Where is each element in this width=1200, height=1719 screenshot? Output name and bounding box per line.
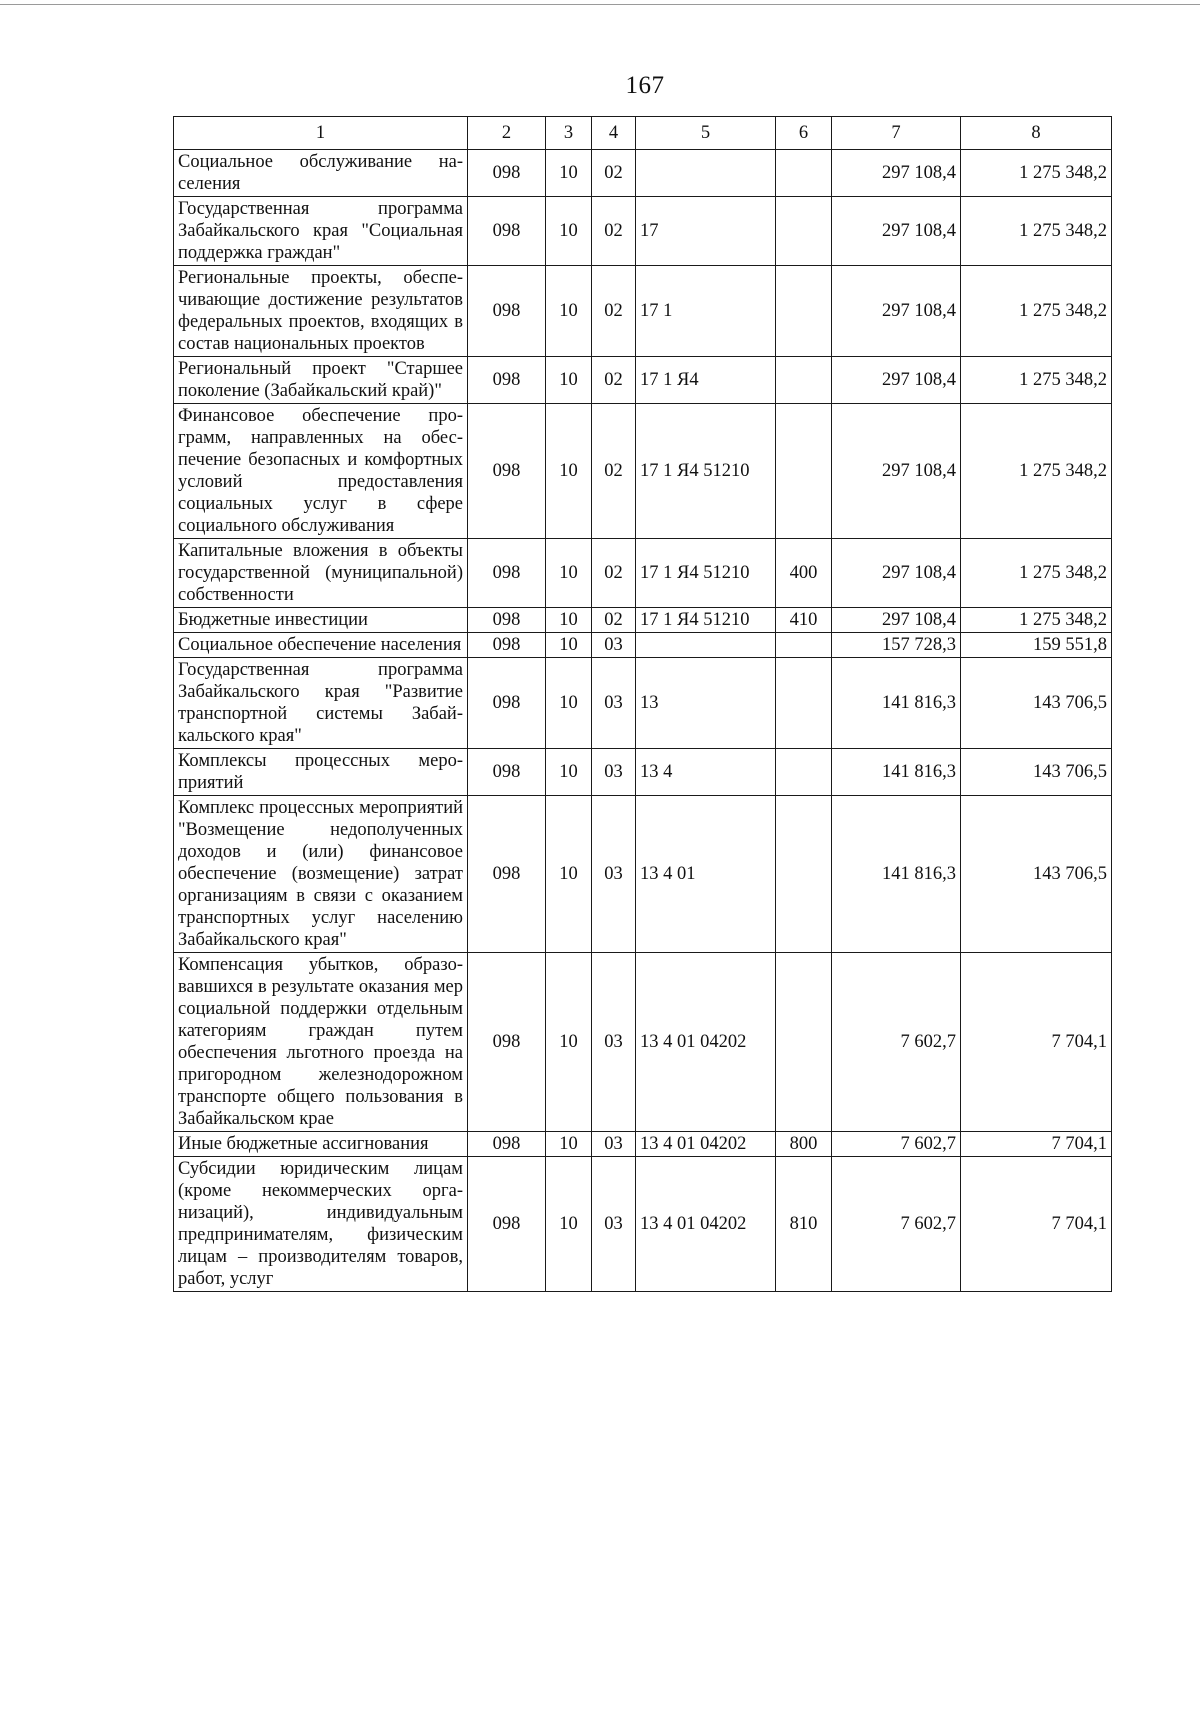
cell-amount-2: 1 275 348,2: [961, 539, 1112, 608]
cell-ministry: 098: [468, 357, 546, 404]
col-header: 3: [546, 117, 592, 150]
cell-target: 17 1 Я4: [636, 357, 776, 404]
cell-subsection: 02: [592, 357, 636, 404]
cell-ministry: 098: [468, 608, 546, 633]
cell-expense-type: [776, 796, 832, 953]
cell-subsection: 02: [592, 197, 636, 266]
cell-target: [636, 150, 776, 197]
cell-expense-type: [776, 749, 832, 796]
cell-amount-2: 7 704,1: [961, 1132, 1112, 1157]
table-row: [174, 150, 1112, 197]
cell-amount-2: 1 275 348,2: [961, 150, 1112, 197]
cell-amount-1: 141 816,3: [832, 749, 961, 796]
cell-ministry: 098: [468, 796, 546, 953]
cell-subsection: 02: [592, 266, 636, 357]
row-name: Капитальные вложения в объекты государственной (муниципальной) собственности: [174, 539, 468, 608]
cell-section: 10: [546, 266, 592, 357]
cell-subsection: 03: [592, 633, 636, 658]
row-name: Региональные проекты, обеспечивающие достижение результатов федеральных проектов, входящих в состав национальных проектов: [174, 266, 468, 357]
cell-amount-2: 159 551,8: [961, 633, 1112, 658]
cell-expense-type: [776, 633, 832, 658]
cell-section: 10: [546, 796, 592, 953]
cell-amount-1: 297 108,4: [832, 150, 961, 197]
table-row: [174, 1157, 1112, 1292]
header-row: [174, 117, 1112, 150]
col-header: 8: [961, 117, 1112, 150]
scan-edge-line: [0, 4, 1200, 5]
cell-section: 10: [546, 150, 592, 197]
cell-target: 17: [636, 197, 776, 266]
table-row: [174, 404, 1112, 539]
col-header: 2: [468, 117, 546, 150]
cell-amount-1: 141 816,3: [832, 658, 961, 749]
cell-ministry: 098: [468, 749, 546, 796]
cell-amount-1: 297 108,4: [832, 404, 961, 539]
cell-amount-2: 143 706,5: [961, 796, 1112, 953]
cell-amount-1: 297 108,4: [832, 197, 961, 266]
row-name: Финансовое обеспечение программ, направленных на обеспечение безопасных и комфортных условий предоставления социальных услуг в сфере социального обслуживания: [174, 404, 468, 539]
budget-table: [173, 116, 1112, 1292]
cell-expense-type: [776, 150, 832, 197]
cell-amount-2: 143 706,5: [961, 749, 1112, 796]
table-row: [174, 357, 1112, 404]
table-header: [174, 117, 1112, 150]
cell-amount-1: 141 816,3: [832, 796, 961, 953]
row-name: Комплексы процессных мероприятий: [174, 749, 468, 796]
cell-amount-1: 7 602,7: [832, 1132, 961, 1157]
cell-expense-type: [776, 266, 832, 357]
cell-section: 10: [546, 1132, 592, 1157]
row-name: Субсидии юридическим лицам (кроме некоммерческих организаций), индивидуальным предпринимателям, физическим лицам – производителям товаров, работ, услуг: [174, 1157, 468, 1292]
row-name: Социальное обслуживание населения: [174, 150, 468, 197]
cell-expense-type: 410: [776, 608, 832, 633]
cell-amount-1: 297 108,4: [832, 266, 961, 357]
cell-subsection: 03: [592, 1157, 636, 1292]
row-name: Государственная программа Забайкальского края "Развитие транспортной системы Забайкальского края": [174, 658, 468, 749]
cell-section: 10: [546, 1157, 592, 1292]
table-row: [174, 658, 1112, 749]
cell-amount-1: 297 108,4: [832, 357, 961, 404]
cell-amount-2: 1 275 348,2: [961, 404, 1112, 539]
cell-amount-2: 7 704,1: [961, 953, 1112, 1132]
cell-ministry: 098: [468, 266, 546, 357]
cell-amount-2: 1 275 348,2: [961, 197, 1112, 266]
cell-amount-2: 143 706,5: [961, 658, 1112, 749]
cell-expense-type: 810: [776, 1157, 832, 1292]
col-header: 5: [636, 117, 776, 150]
cell-amount-2: 1 275 348,2: [961, 266, 1112, 357]
row-name: Государственная программа Забайкальского края "Социальная поддержка граждан": [174, 197, 468, 266]
cell-amount-1: 297 108,4: [832, 608, 961, 633]
cell-amount-1: 297 108,4: [832, 539, 961, 608]
cell-expense-type: [776, 953, 832, 1132]
cell-amount-2: 7 704,1: [961, 1157, 1112, 1292]
cell-subsection: 02: [592, 608, 636, 633]
cell-expense-type: [776, 658, 832, 749]
cell-target: 17 1: [636, 266, 776, 357]
cell-subsection: 03: [592, 953, 636, 1132]
cell-ministry: 098: [468, 150, 546, 197]
cell-subsection: 02: [592, 150, 636, 197]
cell-subsection: 02: [592, 539, 636, 608]
cell-section: 10: [546, 608, 592, 633]
cell-ministry: 098: [468, 1132, 546, 1157]
row-name: Региональный проект "Старшее поколение (Забайкальский край)": [174, 357, 468, 404]
cell-ministry: 098: [468, 953, 546, 1132]
cell-amount-1: 7 602,7: [832, 953, 961, 1132]
cell-target: 13 4 01 04202: [636, 1132, 776, 1157]
cell-expense-type: 800: [776, 1132, 832, 1157]
cell-target: [636, 633, 776, 658]
cell-subsection: 03: [592, 1132, 636, 1157]
page-number: 167: [625, 72, 665, 99]
cell-amount-1: 7 602,7: [832, 1157, 961, 1292]
cell-subsection: 03: [592, 658, 636, 749]
cell-amount-2: 1 275 348,2: [961, 357, 1112, 404]
table-row: [174, 539, 1112, 608]
col-header: 7: [832, 117, 961, 150]
cell-section: 10: [546, 197, 592, 266]
cell-section: 10: [546, 404, 592, 539]
cell-section: 10: [546, 658, 592, 749]
cell-section: 10: [546, 953, 592, 1132]
cell-expense-type: [776, 197, 832, 266]
table-row: [174, 749, 1112, 796]
cell-amount-1: 157 728,3: [832, 633, 961, 658]
row-name: Бюджетные инвестиции: [174, 608, 468, 633]
cell-target: 13: [636, 658, 776, 749]
col-header: 6: [776, 117, 832, 150]
cell-ministry: 098: [468, 404, 546, 539]
cell-target: 13 4: [636, 749, 776, 796]
cell-target: 17 1 Я4 51210: [636, 608, 776, 633]
cell-subsection: 03: [592, 749, 636, 796]
table-row: [174, 1132, 1112, 1157]
table-row: [174, 266, 1112, 357]
cell-target: 17 1 Я4 51210: [636, 404, 776, 539]
cell-section: 10: [546, 357, 592, 404]
cell-target: 13 4 01 04202: [636, 953, 776, 1132]
cell-expense-type: [776, 404, 832, 539]
cell-section: 10: [546, 633, 592, 658]
cell-ministry: 098: [468, 658, 546, 749]
cell-ministry: 098: [468, 539, 546, 608]
cell-ministry: 098: [468, 1157, 546, 1292]
cell-target: 13 4 01 04202: [636, 1157, 776, 1292]
cell-target: 17 1 Я4 51210: [636, 539, 776, 608]
cell-ministry: 098: [468, 197, 546, 266]
table-row: [174, 608, 1112, 633]
table-row: [174, 953, 1112, 1132]
cell-target: 13 4 01: [636, 796, 776, 953]
cell-subsection: 02: [592, 404, 636, 539]
cell-expense-type: [776, 357, 832, 404]
col-header: 4: [592, 117, 636, 150]
col-header: 1: [174, 117, 468, 150]
row-name: Компенсация убытков, образовавшихся в результате оказания мер социальной поддержки отдельным категориям граждан путем обеспечения льготного проезда на пригородном железнодорожном транспорте общего пользования в Забайкальском крае: [174, 953, 468, 1132]
table-row: [174, 796, 1112, 953]
table-row: [174, 197, 1112, 266]
table-row: [174, 633, 1112, 658]
cell-section: 10: [546, 539, 592, 608]
row-name: Иные бюджетные ассигнования: [174, 1132, 468, 1157]
cell-amount-2: 1 275 348,2: [961, 608, 1112, 633]
row-name: Комплекс процессных мероприятий "Возмещение недополученных доходов и (или) финансовое обеспечение (возмещение) затрат организациям в связи с оказанием транспортных услуг населению Забайкальского края": [174, 796, 468, 953]
cell-expense-type: 400: [776, 539, 832, 608]
cell-ministry: 098: [468, 633, 546, 658]
row-name: Социальное обеспечение населения: [174, 633, 468, 658]
cell-section: 10: [546, 749, 592, 796]
cell-subsection: 03: [592, 796, 636, 953]
table-body: [174, 150, 1112, 1292]
